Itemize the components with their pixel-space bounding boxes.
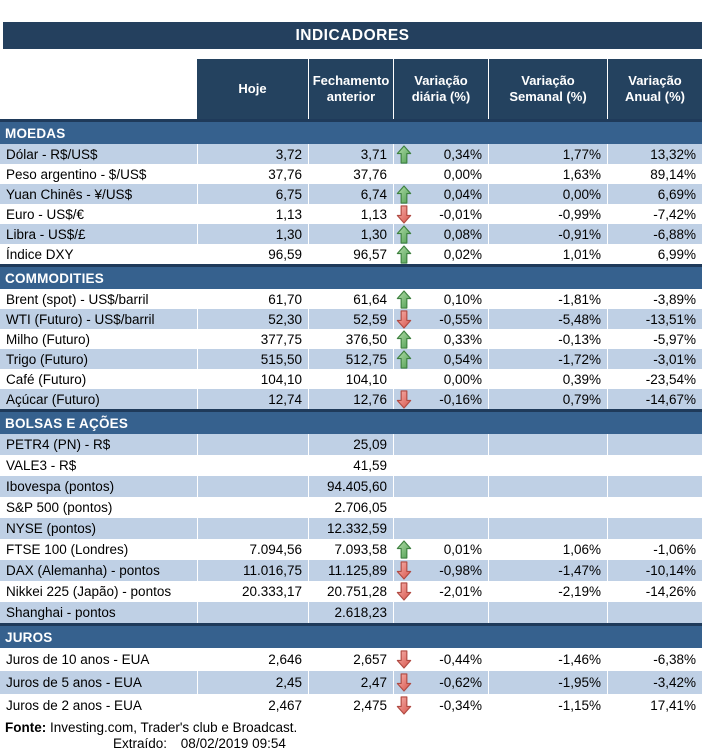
table-row xyxy=(0,144,702,164)
row-label: FTSE 100 (Londres) xyxy=(6,542,129,557)
table-row xyxy=(0,389,702,409)
cell-variacao-anual xyxy=(607,455,702,476)
section-moedas xyxy=(0,144,702,264)
cell-hoje: 3,72 xyxy=(197,144,308,164)
column-header-variacao-diaria: Variação diária (%) xyxy=(393,59,488,119)
down-arrow-icon xyxy=(396,310,413,329)
row-label: Índice DXY xyxy=(6,246,74,262)
cell-variacao-anual: 13,32% xyxy=(607,144,702,164)
cell-hoje: 12,74 xyxy=(197,389,308,409)
cell-variacao-anual: -3,01% xyxy=(607,349,702,369)
cell-variacao-diaria xyxy=(393,671,488,694)
cell-fechamento: 94.405,60 xyxy=(308,476,393,497)
cell-hoje xyxy=(197,476,308,497)
cell-variacao-semanal: 0,79% xyxy=(488,389,607,409)
variacao-diaria-value: -0,16% xyxy=(439,391,482,407)
source-label: Fonte: xyxy=(5,720,47,735)
table-row xyxy=(0,602,702,623)
cell-fechamento: 3,71 xyxy=(308,144,393,164)
cell-variacao-semanal: -1,72% xyxy=(488,349,607,369)
cell-variacao-semanal: -5,48% xyxy=(488,309,607,329)
table-body xyxy=(0,119,702,717)
cell-fechamento: 12.332,59 xyxy=(308,518,393,539)
variacao-diaria-value: 0,34% xyxy=(443,146,482,162)
table-row xyxy=(0,560,702,581)
cell-variacao-diaria xyxy=(393,329,488,349)
variacao-diaria-value: 0,00% xyxy=(443,371,482,387)
cell-variacao-anual: -6,88% xyxy=(607,224,702,244)
extracted-line xyxy=(0,736,705,752)
table-row xyxy=(0,671,702,694)
cell-variacao-anual: -7,42% xyxy=(607,204,702,224)
cell-variacao-diaria xyxy=(393,476,488,497)
extracted-label: Extraído: xyxy=(113,736,168,751)
cell-hoje: 1,30 xyxy=(197,224,308,244)
cell-variacao-anual: -6,38% xyxy=(607,648,702,671)
cell-variacao-diaria xyxy=(393,144,488,164)
column-header-fechamento: Fechamento anterior xyxy=(308,59,393,119)
cell-fechamento: 104,10 xyxy=(308,369,393,389)
source-text: Investing.com, Trader's club e Broadcast. xyxy=(50,720,298,735)
cell-hoje: 6,75 xyxy=(197,184,308,204)
no-arrow-spacer xyxy=(396,519,413,538)
cell-variacao-semanal: -0,99% xyxy=(488,204,607,224)
cell-fechamento: 1,30 xyxy=(308,224,393,244)
table-row xyxy=(0,648,702,671)
table-row xyxy=(0,497,702,518)
cell-fechamento: 20.751,28 xyxy=(308,581,393,602)
table-row xyxy=(0,244,702,264)
cell-fechamento: 2,657 xyxy=(308,648,393,671)
down-arrow-icon xyxy=(396,205,413,224)
down-arrow-icon xyxy=(396,673,413,692)
cell-variacao-semanal xyxy=(488,497,607,518)
variacao-diaria-value: 0,54% xyxy=(443,351,482,367)
row-label: Trigo (Futuro) xyxy=(6,351,89,367)
cell-variacao-semanal: 1,06% xyxy=(488,539,607,560)
cell-fechamento: 1,13 xyxy=(308,204,393,224)
up-arrow-icon xyxy=(396,225,413,244)
footer xyxy=(0,720,705,752)
cell-variacao-diaria xyxy=(393,560,488,581)
up-arrow-icon xyxy=(396,290,413,309)
variacao-diaria-value: 0,33% xyxy=(443,331,482,347)
row-label: DAX (Alemanha) - pontos xyxy=(6,563,160,578)
cell-fechamento: 96,57 xyxy=(308,244,393,264)
cell-hoje: 37,76 xyxy=(197,164,308,184)
row-label: Euro - US$/€ xyxy=(6,206,85,222)
table-row xyxy=(0,369,702,389)
cell-variacao-diaria xyxy=(393,309,488,329)
cell-variacao-anual xyxy=(607,476,702,497)
cell-hoje: 2,45 xyxy=(197,671,308,694)
cell-hoje xyxy=(197,434,308,455)
cell-variacao-anual: -14,67% xyxy=(607,389,702,409)
page-title: INDICADORES xyxy=(3,22,702,49)
cell-variacao-anual: -13,51% xyxy=(607,309,702,329)
variacao-diaria-value: -2,01% xyxy=(439,584,482,599)
row-label: Juros de 5 anos - EUA xyxy=(6,675,142,690)
variacao-diaria-value: 0,08% xyxy=(443,226,482,242)
row-label: Nikkei 225 (Japão) - pontos xyxy=(6,584,172,599)
cell-variacao-anual: 6,69% xyxy=(607,184,702,204)
cell-variacao-diaria xyxy=(393,694,488,717)
cell-hoje xyxy=(197,518,308,539)
section-header-moedas: MOEDAS xyxy=(0,119,702,144)
section-commodities xyxy=(0,289,702,409)
cell-variacao-diaria xyxy=(393,434,488,455)
cell-variacao-anual xyxy=(607,497,702,518)
cell-fechamento: 52,59 xyxy=(308,309,393,329)
cell-variacao-semanal: 1,77% xyxy=(488,144,607,164)
row-label: NYSE (pontos) xyxy=(6,521,97,536)
cell-variacao-diaria xyxy=(393,164,488,184)
cell-variacao-diaria xyxy=(393,581,488,602)
indicators-table xyxy=(0,59,702,717)
variacao-diaria-value: -0,55% xyxy=(439,311,482,327)
cell-fechamento: 2.618,23 xyxy=(308,602,393,623)
cell-hoje: 1,13 xyxy=(197,204,308,224)
column-header-variacao-anual: Variação Anual (%) xyxy=(607,59,702,119)
cell-variacao-semanal: 1,63% xyxy=(488,164,607,184)
cell-hoje: 104,10 xyxy=(197,369,308,389)
table-row xyxy=(0,518,702,539)
header-spacer xyxy=(0,59,197,119)
cell-hoje: 7.094,56 xyxy=(197,539,308,560)
down-arrow-icon xyxy=(396,696,413,715)
cell-variacao-anual: -23,54% xyxy=(607,369,702,389)
cell-variacao-diaria xyxy=(393,244,488,264)
cell-variacao-diaria xyxy=(393,455,488,476)
cell-variacao-semanal xyxy=(488,602,607,623)
cell-hoje: 377,75 xyxy=(197,329,308,349)
down-arrow-icon xyxy=(396,390,413,409)
row-label: PETR4 (PN) - R$ xyxy=(6,437,111,452)
table-row xyxy=(0,204,702,224)
cell-fechamento: 2,47 xyxy=(308,671,393,694)
cell-fechamento: 11.125,89 xyxy=(308,560,393,581)
up-arrow-icon xyxy=(396,145,413,164)
down-arrow-icon xyxy=(396,561,413,580)
row-label: Libra - US$/£ xyxy=(6,226,86,242)
row-label: Milho (Futuro) xyxy=(6,331,91,347)
cell-variacao-semanal xyxy=(488,518,607,539)
cell-variacao-diaria xyxy=(393,289,488,309)
section-header-bolsas-e-acoes: BOLSAS E AÇÕES xyxy=(0,409,702,434)
column-header-hoje: Hoje xyxy=(197,59,308,119)
cell-fechamento: 25,09 xyxy=(308,434,393,455)
variacao-diaria-value: -0,01% xyxy=(439,206,482,222)
cell-variacao-semanal: -1,46% xyxy=(488,648,607,671)
table-row xyxy=(0,434,702,455)
cell-variacao-anual xyxy=(607,434,702,455)
cell-variacao-semanal: -0,13% xyxy=(488,329,607,349)
cell-variacao-anual: 17,41% xyxy=(607,694,702,717)
table-row xyxy=(0,309,702,329)
table-row xyxy=(0,455,702,476)
row-label: VALE3 - R$ xyxy=(6,458,77,473)
cell-variacao-diaria xyxy=(393,539,488,560)
cell-variacao-semanal: 0,00% xyxy=(488,184,607,204)
cell-fechamento: 512,75 xyxy=(308,349,393,369)
cell-variacao-diaria xyxy=(393,184,488,204)
cell-variacao-semanal: -1,47% xyxy=(488,560,607,581)
section-bolsas-e-acoes xyxy=(0,434,702,623)
cell-hoje: 2,646 xyxy=(197,648,308,671)
cell-variacao-diaria xyxy=(393,497,488,518)
cell-hoje xyxy=(197,497,308,518)
row-label: Café (Futuro) xyxy=(6,371,87,387)
row-label: WTI (Futuro) - US$/barril xyxy=(6,311,155,327)
variacao-diaria-value: -0,62% xyxy=(439,675,482,690)
up-arrow-icon xyxy=(396,350,413,369)
row-label: Brent (spot) - US$/barril xyxy=(6,291,149,307)
no-arrow-spacer xyxy=(396,165,413,184)
variacao-diaria-value: 0,04% xyxy=(443,186,482,202)
cell-fechamento: 61,64 xyxy=(308,289,393,309)
cell-hoje xyxy=(197,455,308,476)
cell-hoje: 515,50 xyxy=(197,349,308,369)
table-row xyxy=(0,184,702,204)
cell-fechamento: 2,475 xyxy=(308,694,393,717)
row-label: Peso argentino - $/US$ xyxy=(6,166,147,182)
variacao-diaria-value: 0,00% xyxy=(443,166,482,182)
table-row xyxy=(0,164,702,184)
table-row xyxy=(0,329,702,349)
cell-variacao-semanal: -2,19% xyxy=(488,581,607,602)
cell-hoje xyxy=(197,602,308,623)
no-arrow-spacer xyxy=(396,603,413,622)
variacao-diaria-value: 0,01% xyxy=(443,542,482,557)
cell-variacao-diaria xyxy=(393,389,488,409)
cell-variacao-semanal xyxy=(488,455,607,476)
cell-fechamento: 41,59 xyxy=(308,455,393,476)
cell-variacao-diaria xyxy=(393,224,488,244)
cell-hoje: 52,30 xyxy=(197,309,308,329)
cell-fechamento: 6,74 xyxy=(308,184,393,204)
cell-variacao-anual: -14,26% xyxy=(607,581,702,602)
row-label: Ibovespa (pontos) xyxy=(6,479,115,494)
cell-hoje: 96,59 xyxy=(197,244,308,264)
table-row xyxy=(0,476,702,497)
variacao-diaria-value: -0,34% xyxy=(439,698,482,713)
cell-variacao-semanal xyxy=(488,434,607,455)
section-header-juros: JUROS xyxy=(0,623,702,648)
cell-variacao-anual: -3,89% xyxy=(607,289,702,309)
down-arrow-icon xyxy=(396,650,413,669)
cell-variacao-anual: -5,97% xyxy=(607,329,702,349)
cell-fechamento: 37,76 xyxy=(308,164,393,184)
extracted-timestamp: 08/02/2019 09:54 xyxy=(180,736,286,751)
up-arrow-icon xyxy=(396,185,413,204)
indicators-report xyxy=(0,22,705,752)
cell-variacao-semanal xyxy=(488,476,607,497)
cell-fechamento: 376,50 xyxy=(308,329,393,349)
variacao-diaria-value: 0,10% xyxy=(443,291,482,307)
up-arrow-icon xyxy=(396,330,413,349)
no-arrow-spacer xyxy=(396,498,413,517)
section-juros xyxy=(0,648,702,717)
cell-variacao-semanal: -0,91% xyxy=(488,224,607,244)
cell-variacao-diaria xyxy=(393,369,488,389)
cell-variacao-diaria xyxy=(393,648,488,671)
variacao-diaria-value: -0,44% xyxy=(439,652,482,667)
no-arrow-spacer xyxy=(396,456,413,475)
cell-variacao-anual: -1,06% xyxy=(607,539,702,560)
variacao-diaria-value: 0,02% xyxy=(443,246,482,262)
cell-variacao-semanal: 0,39% xyxy=(488,369,607,389)
cell-variacao-anual: 89,14% xyxy=(607,164,702,184)
cell-hoje: 2,467 xyxy=(197,694,308,717)
up-arrow-icon xyxy=(396,245,413,264)
no-arrow-spacer xyxy=(396,477,413,496)
row-label: Juros de 10 anos - EUA xyxy=(6,652,150,667)
row-label: Yuan Chinês - ¥/US$ xyxy=(6,186,133,202)
row-label: Dólar - R$/US$ xyxy=(6,146,98,162)
cell-variacao-semanal: 1,01% xyxy=(488,244,607,264)
cell-fechamento: 2.706,05 xyxy=(308,497,393,518)
table-row xyxy=(0,581,702,602)
cell-variacao-anual: 6,99% xyxy=(607,244,702,264)
row-label: Açúcar (Futuro) xyxy=(6,391,100,407)
cell-variacao-semanal: -1,95% xyxy=(488,671,607,694)
cell-variacao-diaria xyxy=(393,602,488,623)
table-row xyxy=(0,289,702,309)
cell-fechamento: 12,76 xyxy=(308,389,393,409)
row-label: S&P 500 (pontos) xyxy=(6,500,113,515)
no-arrow-spacer xyxy=(396,435,413,454)
row-label: Shanghai - pontos xyxy=(6,605,116,620)
cell-variacao-anual: -3,42% xyxy=(607,671,702,694)
cell-variacao-diaria xyxy=(393,204,488,224)
variacao-diaria-value: -0,98% xyxy=(439,563,482,578)
cell-variacao-semanal: -1,81% xyxy=(488,289,607,309)
section-header-commodities: COMMODITIES xyxy=(0,264,702,289)
source-line xyxy=(0,720,705,736)
table-row xyxy=(0,539,702,560)
table-row xyxy=(0,349,702,369)
cell-variacao-anual xyxy=(607,518,702,539)
up-arrow-icon xyxy=(396,540,413,559)
column-header-variacao-semanal: Variação Semanal (%) xyxy=(488,59,607,119)
table-row xyxy=(0,224,702,244)
row-label: Juros de 2 anos - EUA xyxy=(6,698,142,713)
cell-variacao-diaria xyxy=(393,349,488,369)
cell-fechamento: 7.093,58 xyxy=(308,539,393,560)
cell-hoje: 20.333,17 xyxy=(197,581,308,602)
no-arrow-spacer xyxy=(396,370,413,389)
down-arrow-icon xyxy=(396,582,413,601)
table-row xyxy=(0,694,702,717)
cell-variacao-anual xyxy=(607,602,702,623)
table-header xyxy=(0,59,702,119)
cell-hoje: 61,70 xyxy=(197,289,308,309)
cell-hoje: 11.016,75 xyxy=(197,560,308,581)
cell-variacao-semanal: -1,15% xyxy=(488,694,607,717)
cell-variacao-diaria xyxy=(393,518,488,539)
cell-variacao-anual: -10,14% xyxy=(607,560,702,581)
